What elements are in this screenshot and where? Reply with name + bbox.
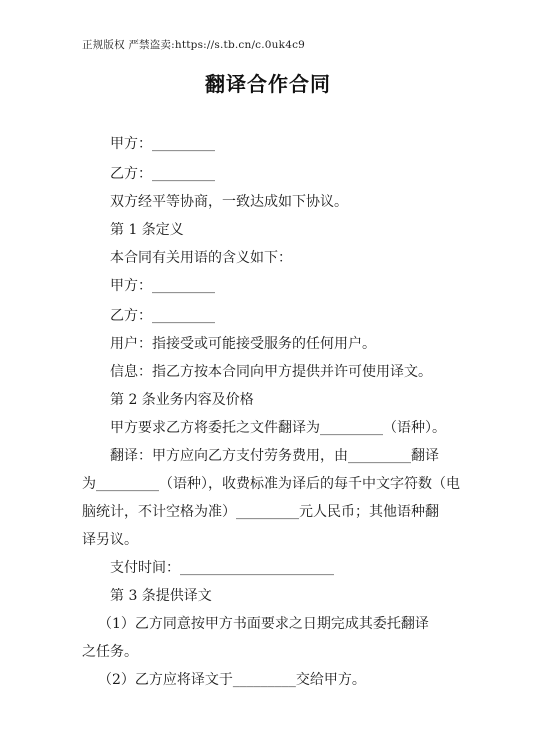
definition-user: 用户：指接受或可能接受服务的任何用户。 bbox=[110, 336, 376, 352]
definitions-intro: 本合同有关用语的含义如下： bbox=[110, 250, 292, 266]
clause-1-line-1: （1）乙方同意按甲方书面要求之日期完成其委托翻译 bbox=[98, 616, 429, 632]
translation-fee-line-2: 为_________（语种），收费标准为译后的每千中文字符数（电 bbox=[82, 476, 460, 492]
translation-fee-line-3: 脑统计，不计空格为准）_________元人民币；其他语种翻 bbox=[82, 504, 439, 520]
article-2-heading: 第 2 条业务内容及价格 bbox=[110, 392, 254, 408]
article-3-heading: 第 3 条提供译文 bbox=[110, 588, 212, 604]
agreement-statement: 双方经平等协商，一致达成如下协议。 bbox=[110, 194, 348, 210]
article-1-heading: 第 1 条定义 bbox=[110, 222, 184, 238]
payment-time: 支付时间：______________________ bbox=[110, 560, 334, 576]
header-note: 正规版权 严禁盗卖:https://s.tb.cn/c.0uk4c9 bbox=[82, 39, 306, 51]
clause-2-line: （2）乙方应将译文于_________交给甲方。 bbox=[98, 672, 366, 688]
party-b-line: 乙方：_________ bbox=[110, 166, 215, 182]
translation-fee-line-4: 译另议。 bbox=[82, 532, 138, 548]
document-title: 翻译合作合同 bbox=[205, 72, 331, 96]
translation-request: 甲方要求乙方将委托之文件翻译为_________（语种）。 bbox=[110, 420, 446, 436]
party-a-line: 甲方：_________ bbox=[110, 136, 215, 152]
clause-1-line-2: 之任务。 bbox=[82, 644, 138, 660]
definition-party-b: 乙方：_________ bbox=[110, 308, 215, 324]
translation-fee-line-1: 翻译：甲方应向乙方支付劳务费用，由_________翻译 bbox=[110, 448, 439, 464]
definition-information: 信息：指乙方按本合同向甲方提供并许可使用译文。 bbox=[110, 364, 432, 380]
definition-party-a: 甲方：_________ bbox=[110, 278, 215, 294]
